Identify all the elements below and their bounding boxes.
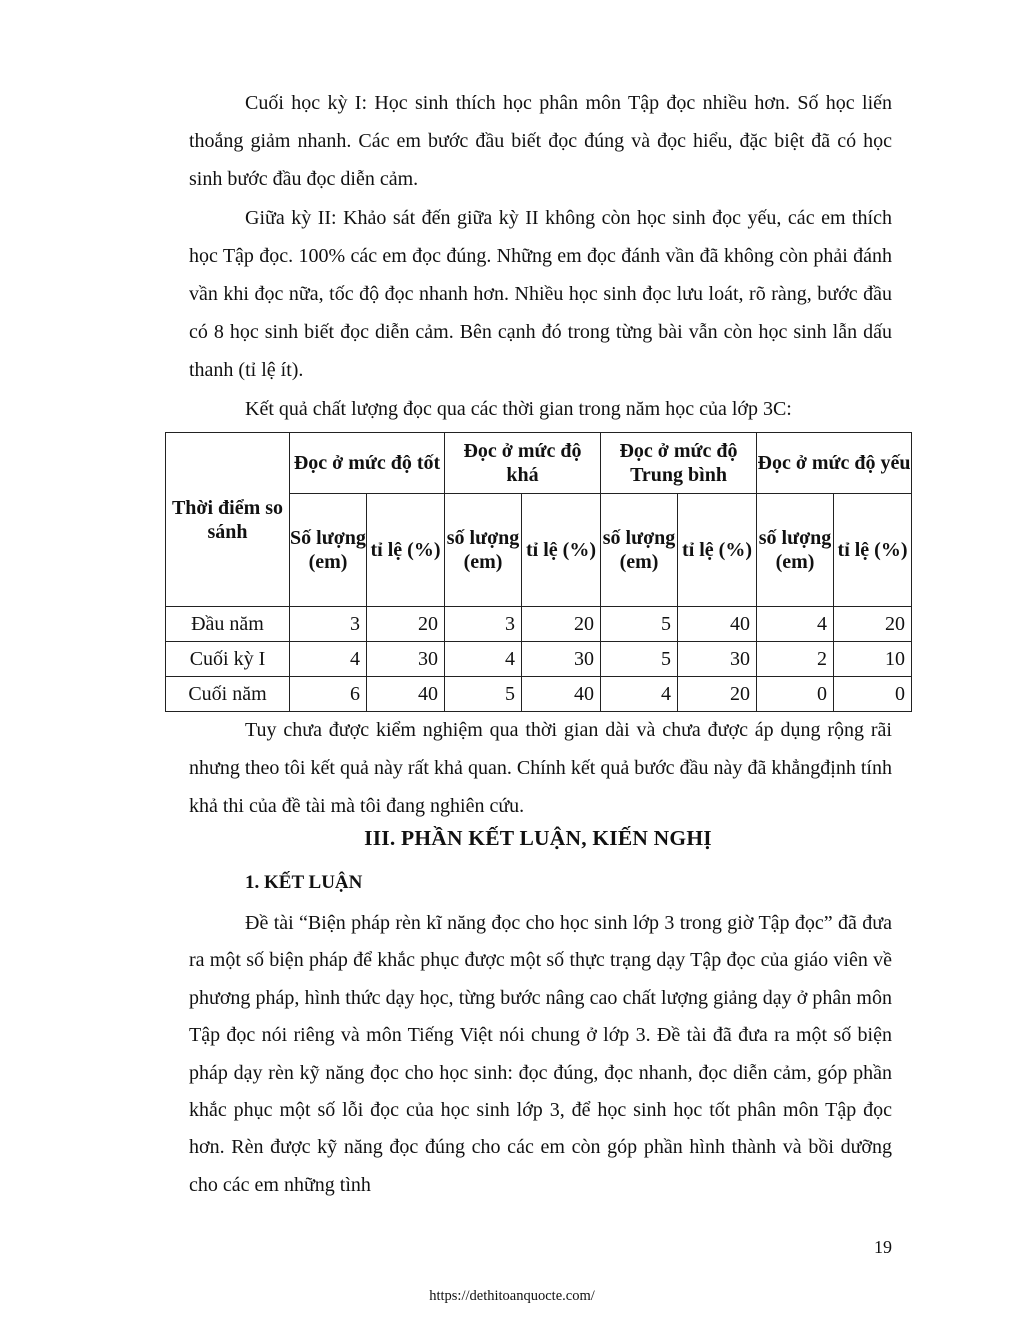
footer-url[interactable]: https://dethitoanquocte.com/ [429,1288,595,1304]
group-header-weak: Đọc ở mức độ yếu [757,433,912,494]
time-header: Thời điểm so sánh [166,433,290,607]
paragraph-table-intro: Kết quả chất lượng đọc qua các thời gian trong năm học của lớp 3C: [245,397,792,420]
table-cell: 30 [678,642,757,677]
group-header-fair: Đọc ở mức độ khá [445,433,601,494]
table-cell: 20 [834,607,912,642]
subheader-rate: tỉ lệ (%) [678,494,757,607]
table-cell: 40 [678,607,757,642]
intro-text [189,84,892,428]
table-cell: 30 [522,642,601,677]
table-row [166,642,912,677]
paragraph-conclusion: Đề tài “Biện pháp rèn kĩ năng đọc cho học sinh lớp 3 trong giờ Tập đọc” đã đưa ra một số biện pháp để khắc phục được một số thực trạng dạy Tập đọc của giáo viên về phương pháp, hình thức dạy học, từng bước nâng cao chất lượng giảng dạy ở phân môn Tập đọc nói riêng và môn Tiếng Việt nói chung ở lớp 3. Đề tài đã đưa ra một số biện pháp dạy rèn kỹ năng đọc cho học sinh: đọc đúng, đọc nhanh, đọc diễn cảm, góp phần khắc phục một số lỗi đọc của học sinh lớp 3, để học sinh học tốt phân môn Tập đọc hơn. Rèn được kỹ năng đọc đúng cho các em còn góp phần hình thành và bồi dưỡng cho các em những tình [189,912,892,1196]
subheader-rate: tỉ lệ (%) [834,494,912,607]
table-cell: 2 [757,642,834,677]
subheader-count: số lượng (em) [601,494,678,607]
paragraph-evaluation: Tuy chưa được kiểm nghiệm qua thời gian dài và chưa được áp dụng rộng rãi nhưng theo tôi kết quả này rất khả quan. Chính kết quả bước đầu này đã khẳngđịnh tính khả thi của đề tài mà tôi đang nghiên cứu. [189,719,892,818]
table-cell: 0 [834,677,912,712]
subheader-count: Số lượng (em) [290,494,367,607]
table-header-row [166,433,912,494]
table-cell: 0 [757,677,834,712]
table-cell: 3 [445,607,522,642]
table-row [166,607,912,642]
table-cell: 20 [367,607,445,642]
reading-quality-table [165,432,912,712]
subheader-count: số lượng (em) [445,494,522,607]
table-cell: 20 [522,607,601,642]
table-cell: 4 [757,607,834,642]
table-cell: 4 [290,642,367,677]
subheader-rate: tỉ lệ (%) [522,494,601,607]
page-number: 19 [874,1237,892,1257]
after-table-text [189,711,892,826]
table-cell: 5 [601,642,678,677]
table-cell: 40 [367,677,445,712]
group-header-good: Đọc ở mức độ tốt [290,433,445,494]
table-cell: 3 [290,607,367,642]
subheader-count: số lượng (em) [757,494,834,607]
table-cell: 4 [601,677,678,712]
conclusion-text [189,905,892,1204]
table-cell: 6 [290,677,367,712]
subheader-rate: tỉ lệ (%) [367,494,445,607]
table-cell: 5 [601,607,678,642]
group-header-average: Đọc ở mức độ Trung bình [601,433,757,494]
table-cell: 20 [678,677,757,712]
subsection-title: 1. KẾT LUẬN [245,872,363,893]
table-cell: 40 [522,677,601,712]
row-label: Đầu năm [166,607,290,642]
table-cell: 10 [834,642,912,677]
table-cell: 5 [445,677,522,712]
paragraph-end-term1: Cuối học kỳ I: Học sinh thích học phân môn Tập đọc nhiều hơn. Số học liến thoắng giảm nhanh. Các em bước đầu biết đọc đúng và đọc hiểu, đặc biệt đã có học sinh bước đầu đọc diễn cảm. [189,92,892,191]
table-cell: 4 [445,642,522,677]
section-title: III. PHẦN KẾT LUẬN, KIẾN NGHỊ [364,826,712,850]
table-row [166,677,912,712]
table-cell: 30 [367,642,445,677]
paragraph-mid-term2: Giữa kỳ II: Khảo sát đến giữa kỳ II không còn học sinh đọc yếu, các em thích học Tập đọc. 100% các em đọc đúng. Những em đọc đánh vần đã không còn phải đánh vần khi đọc nữa, tốc độ đọc nhanh hơn. Nhiều học sinh đọc lưu loát, rõ ràng, bước đầu có 8 học sinh biết đọc diễn cảm. Bên cạnh đó trong từng bài vẫn còn học sinh lẫn dấu thanh (tỉ lệ ít). [189,206,892,382]
row-label: Cuối năm [166,677,290,712]
row-label: Cuối kỳ I [166,642,290,677]
